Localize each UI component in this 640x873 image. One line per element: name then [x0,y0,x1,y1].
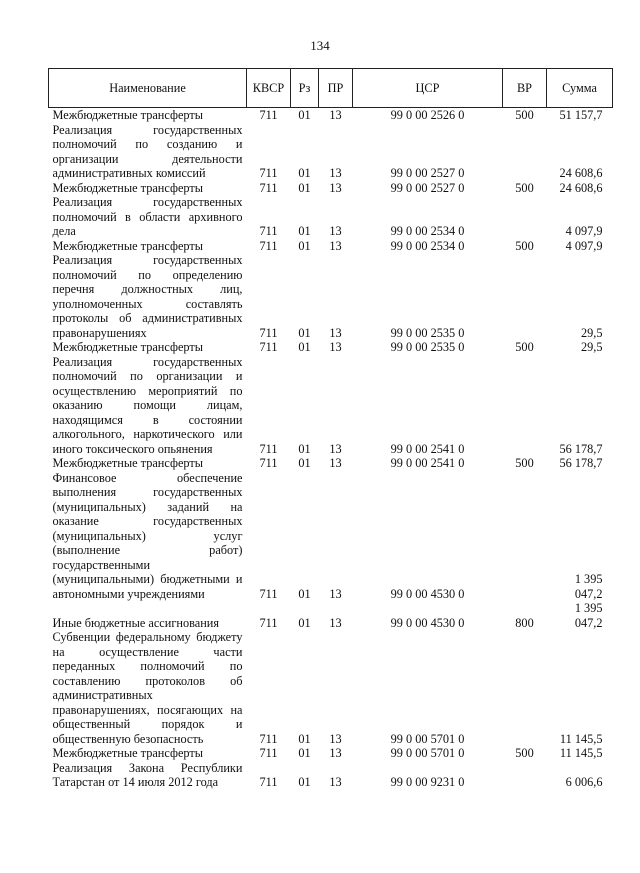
cell-csr: 99 0 00 2541 0 [390,456,465,470]
table-row [49,471,613,602]
cell-vr: 500 [515,746,534,760]
cell-vr: 800 [515,615,534,630]
cell-rz: 01 [298,180,311,195]
cell-sum: 24 608,6 [559,166,603,180]
cell-csr: 99 0 00 5701 0 [390,746,465,760]
cell-pr: 13 [329,340,342,354]
cell-pr: 13 [329,586,342,601]
cell-kvsr: 711 [259,166,278,180]
cell-sum: 56 178,7 [559,456,603,470]
cell-csr: 99 0 00 2534 0 [390,224,465,238]
cell-kvsr: 711 [259,224,278,238]
cell-name: Межбюджетные трансферты [52,746,204,760]
cell-sum: 24 608,6 [559,180,603,195]
cell-pr: 13 [329,166,342,180]
cell-csr: 99 0 00 2526 0 [390,108,465,122]
cell-kvsr: 711 [259,746,278,760]
cell-vr: 500 [515,340,534,354]
cell-sum: 51 157,7 [559,108,603,122]
cell-vr [503,761,547,790]
cell-sum: 11 145,5 [559,746,603,760]
cell-sum: 11 145,5 [559,731,603,746]
header-kvsr: КВСР [247,69,291,108]
cell-rz: 01 [298,340,311,354]
cell-name: Реализация Закона Республики Татарстан от 14 июля 2012 года [52,760,243,789]
cell-csr: 99 0 00 5701 0 [390,731,465,746]
cell-sum: 1 395 047,2 [574,572,603,601]
cell-pr: 13 [329,441,342,456]
cell-csr: 99 0 00 2534 0 [390,238,465,253]
table-row [49,355,613,457]
header-sum: Сумма [547,69,613,108]
cell-vr [503,253,547,340]
cell-rz: 01 [298,108,311,122]
cell-rz: 01 [298,746,311,760]
cell-pr: 13 [329,238,342,253]
cell-name: Финансовое обеспечение выполнения государственных (муниципальных) заданий на оказание государственных (муниципальных) услуг (выполнение работ) государственными (муниципальными) бюджетными и автономными учреждениями [52,470,243,601]
cell-kvsr: 711 [259,325,278,340]
cell-sum: 4 097,9 [565,238,603,253]
table-row [49,239,613,254]
cell-kvsr: 711 [259,441,278,456]
cell-csr: 99 0 00 2527 0 [390,180,465,195]
cell-name: Иные бюджетные ассигнования [52,615,220,630]
cell-pr: 13 [329,456,342,470]
cell-vr: 500 [515,238,534,253]
cell-vr [503,195,547,239]
cell-name: Реализация государственных полномочий в области архивного дела [52,195,243,238]
cell-pr: 13 [329,615,342,630]
header-csr: ЦСР [353,69,503,108]
table-row [49,195,613,239]
cell-sum: 4 097,9 [565,224,603,238]
cell-sum: 29,5 [580,325,603,340]
cell-csr: 99 0 00 2527 0 [390,166,465,180]
table-row [49,761,613,790]
cell-csr: 99 0 00 2541 0 [390,441,465,456]
header-name: Наименование [49,69,247,108]
table-row [49,746,613,761]
cell-pr: 13 [329,746,342,760]
table-row [49,253,613,340]
cell-name: Межбюджетные трансферты [52,108,204,122]
table-row [49,601,613,630]
page-number: 134 [310,38,330,53]
table-row [49,123,613,181]
cell-name: Межбюджетные трансферты [52,180,204,195]
cell-pr: 13 [329,325,342,340]
cell-pr: 13 [329,224,342,238]
cell-csr: 99 0 00 2535 0 [390,340,465,354]
cell-vr [503,630,547,746]
cell-pr: 13 [329,731,342,746]
cell-rz: 01 [298,224,311,238]
cell-kvsr: 711 [259,456,278,470]
cell-rz: 01 [298,166,311,180]
table-row [49,630,613,746]
cell-name: Межбюджетные трансферты [52,456,204,470]
cell-pr: 13 [329,108,342,122]
header-rz: Рз [291,69,319,108]
cell-vr [503,471,547,602]
cell-csr: 99 0 00 4530 0 [390,586,465,601]
cell-pr: 13 [329,775,342,789]
cell-name: Реализация государственных полномочий по организации и осуществлению мероприятий по оказанию помощи лицам, находящимся в состоянии алкогольного, наркотического или иного токсического опьянения [52,354,243,456]
cell-vr: 500 [515,108,534,122]
cell-name: Реализация государственных полномочий по созданию и организации деятельности административных комиссий [52,122,243,180]
cell-vr [503,123,547,181]
cell-name: Субвенции федеральному бюджету на осуществление части переданных полномочий по составлению протоколов об административных правонарушениях, посягающих на общественный порядок и общественную безопасность [52,630,243,746]
cell-pr: 13 [329,180,342,195]
cell-kvsr: 711 [259,238,278,253]
cell-kvsr: 711 [259,615,278,630]
cell-kvsr: 711 [259,775,278,789]
cell-rz: 01 [298,456,311,470]
header-pr: ПР [319,69,353,108]
budget-table [48,68,613,790]
cell-rz: 01 [298,615,311,630]
cell-sum: 6 006,6 [565,775,603,789]
cell-csr: 99 0 00 9231 0 [390,775,465,789]
cell-vr: 500 [515,180,534,195]
cell-rz: 01 [298,731,311,746]
cell-kvsr: 711 [259,180,278,195]
cell-rz: 01 [298,586,311,601]
cell-rz: 01 [298,238,311,253]
cell-kvsr: 711 [259,340,278,354]
cell-name: Межбюджетные трансферты [52,340,204,354]
table-row [49,456,613,471]
table-row [49,181,613,196]
table-row [49,340,613,355]
cell-csr: 99 0 00 2535 0 [390,325,465,340]
cell-vr [503,355,547,457]
header-vr: ВР [503,69,547,108]
table-header-row [49,69,613,108]
cell-kvsr: 711 [259,731,278,746]
cell-kvsr: 711 [259,108,278,122]
cell-sum: 56 178,7 [559,441,603,456]
cell-name: Межбюджетные трансферты [52,238,204,253]
cell-csr: 99 0 00 4530 0 [390,615,465,630]
cell-sum: 1 395 047,2 [574,601,603,630]
cell-rz: 01 [298,775,311,789]
cell-name: Реализация государственных полномочий по определению перечня должностных лиц, уполномоченных составлять протоколы об административных правонарушениях [52,253,243,340]
cell-rz: 01 [298,325,311,340]
cell-rz: 01 [298,441,311,456]
cell-kvsr: 711 [259,586,278,601]
cell-sum: 29,5 [580,340,603,354]
cell-vr: 500 [515,456,534,470]
table-row [49,108,613,123]
